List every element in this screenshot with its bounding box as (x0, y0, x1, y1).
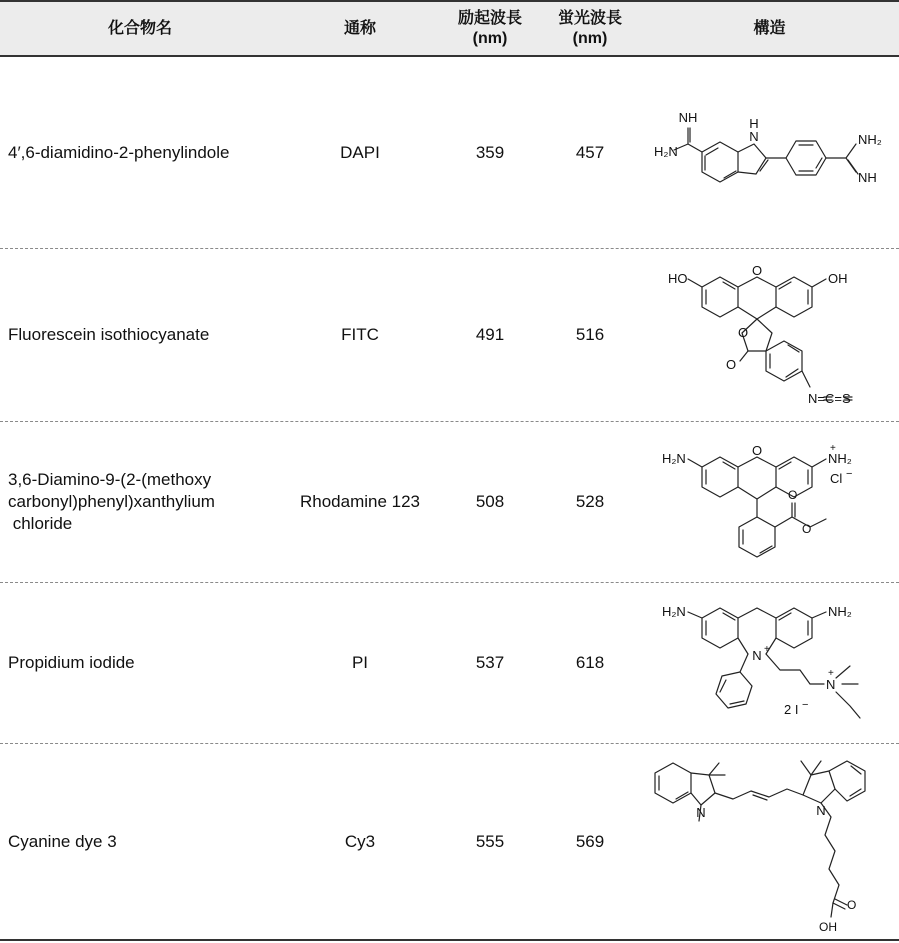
emission-value: 528 (575, 492, 605, 511)
table-row-dapi (0, 57, 899, 248)
label-oh: OH (818, 920, 837, 934)
propidium-structure-diagram (660, 588, 880, 738)
header-excitation: 励起波長 (nm) (457, 9, 522, 47)
common-name: Cy3 (344, 831, 376, 851)
compound-name: 3,6-Diamino-9-(2-(methoxy carbonyl)phenyl)xanthylium chloride (8, 470, 215, 533)
table-row-propidium (0, 583, 899, 743)
label-iodide: 2 I (783, 702, 798, 717)
emission-value: 618 (575, 653, 605, 672)
rhodamine-structure-diagram (660, 427, 880, 577)
compound-name: Cyanine dye 3 (8, 831, 117, 851)
label-ring-n: N (751, 648, 762, 663)
label-minus: − (845, 468, 852, 480)
excitation-value: 508 (475, 492, 505, 511)
label-plus: + (829, 443, 836, 454)
label-ncs: N=C=S (807, 391, 851, 406)
label-n-left: N (695, 805, 706, 820)
fitc-structure-diagram (660, 255, 880, 415)
label-h2n: H₂N (661, 451, 686, 466)
label-ring-o: O (751, 263, 762, 278)
label-nh2-right: NH₂ (857, 131, 882, 147)
structure-propidium (640, 583, 899, 743)
emission-value: 569 (575, 831, 605, 851)
label-ammonium-n: N (825, 677, 835, 692)
common-name: FITC (341, 325, 379, 344)
cy3-structure-diagram (645, 749, 895, 934)
structure-rhodamine (640, 422, 899, 582)
excitation-value: 537 (475, 653, 505, 672)
label-h2n-left: H₂N (653, 143, 678, 159)
label-oh: OH (827, 271, 847, 286)
header-compound: 化合物名 (107, 19, 172, 37)
table-row-cy3 (0, 744, 899, 939)
label-lactone-o: O (737, 325, 748, 340)
label-minus: − (801, 699, 808, 711)
label-nh2: NH₂ (827, 604, 852, 619)
label-ester-o2: O (801, 522, 811, 536)
common-name: Rhodamine 123 (299, 492, 421, 511)
label-plus: + (763, 644, 770, 655)
emission-value: 516 (575, 325, 605, 344)
label-ring-o: O (751, 443, 762, 458)
table-bottom-border (0, 939, 899, 941)
structure-cy3 (640, 744, 899, 939)
label-carbonyl-o: O (846, 898, 856, 912)
label-nh-right: NH (857, 169, 877, 185)
table-row-fitc (0, 249, 899, 421)
compound-name: Propidium iodide (8, 653, 135, 672)
table-row-rhodamine (0, 422, 899, 582)
label-chloride: Cl (829, 471, 842, 486)
structure-dapi (640, 57, 899, 248)
compound-name: Fluorescein isothiocyanate (8, 325, 210, 344)
label-nh-top: NH (678, 109, 697, 125)
label-ester-o1: O (787, 488, 797, 502)
common-name: DAPI (340, 142, 380, 162)
header-structure: 構造 (753, 19, 786, 37)
emission-value: 457 (575, 142, 605, 162)
structure-fitc (640, 249, 899, 421)
excitation-value: 555 (475, 831, 505, 851)
dapi-structure-diagram (650, 98, 890, 208)
excitation-value: 491 (475, 325, 505, 344)
label-nh2-plus: NH₂ (827, 451, 852, 466)
label-indole-h: H (748, 115, 759, 131)
excitation-value: 359 (475, 142, 505, 162)
label-plus-2: + (827, 668, 834, 679)
header-common-name: 通称 (343, 19, 376, 37)
table-header (0, 0, 899, 57)
common-name: PI (351, 653, 369, 672)
compound-name: 4′,6-diamidino-2-phenylindole (8, 142, 230, 162)
label-ho: HO (667, 271, 687, 286)
label-indole-n: N (748, 128, 759, 144)
label-h2n: H₂N (661, 604, 686, 619)
label-n-right: N (815, 803, 826, 818)
header-emission: 蛍光波長 (nm) (557, 9, 622, 47)
label-carbonyl-o: O (725, 357, 736, 372)
